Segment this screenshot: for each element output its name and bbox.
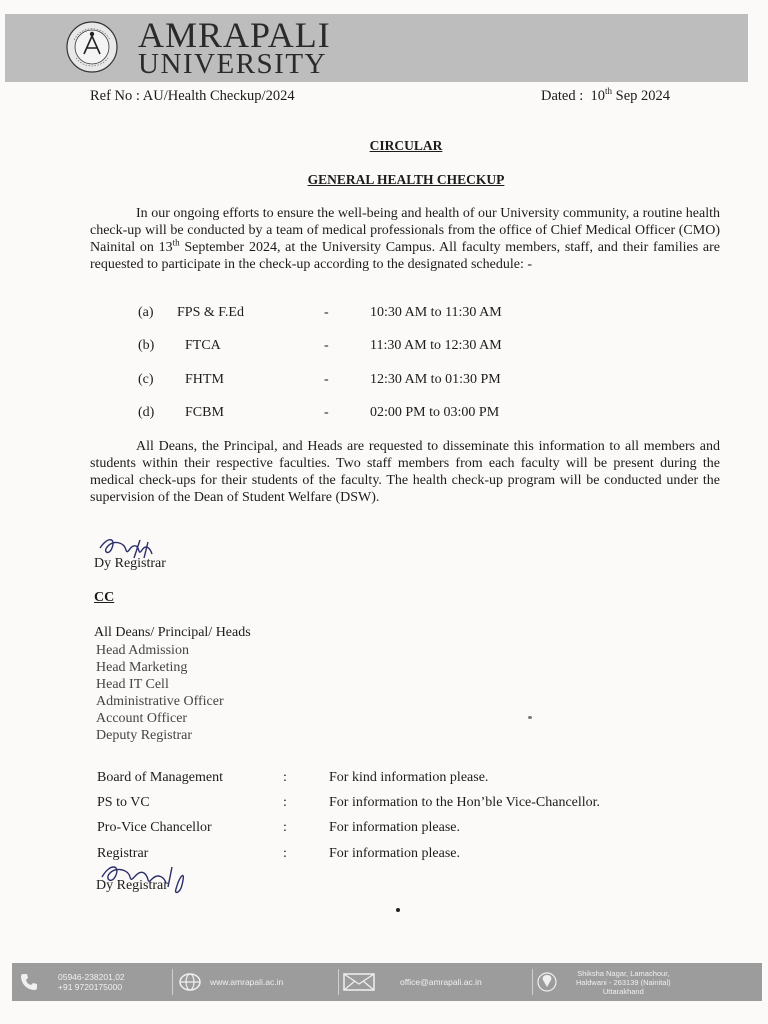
info-note: For information please.	[329, 846, 461, 861]
phone-icon	[18, 971, 40, 993]
schedule-dash: -	[324, 338, 329, 353]
university-name-line2: UNIVERSITY	[138, 48, 327, 80]
schedule-dash: -	[324, 305, 329, 320]
footer-address-3: Uttarakhand	[602, 986, 644, 996]
info-note: For kind information please.	[329, 770, 489, 785]
circular-title: CIRCULAR	[369, 138, 443, 153]
info-note: For information to the Hon’ble Vice-Chancellor.	[329, 795, 601, 810]
info-colon: :	[283, 795, 287, 810]
university-seal-logo	[66, 20, 118, 74]
footer-address	[536, 963, 736, 1001]
info-colon: :	[283, 770, 287, 785]
cc-heading: CC	[94, 590, 115, 605]
mail-icon	[342, 972, 376, 992]
signatory-title-2: Dy Registrar	[96, 878, 168, 893]
schedule-label: (b)	[138, 338, 155, 353]
ref-label: Ref No :	[90, 88, 140, 104]
intro-date-suffix: th	[172, 237, 180, 248]
ink-speck	[396, 908, 400, 912]
info-note: For information please.	[329, 820, 461, 835]
dated-label: Dated :	[541, 88, 584, 104]
info-recipient: Pro-Vice Chancellor	[97, 820, 212, 835]
info-recipient: Board of Management	[97, 770, 223, 785]
footer-website-text: www.amrapali.ac.in	[210, 977, 284, 987]
footer-divider	[532, 969, 533, 995]
closing-text: All Deans, the Principal, and Heads are requested to disseminate this information to all members and students within their respective faculties. Two staff members from each faculty will be present during the medical check-ups for their students of the faculty. The health check-up program will be conducted under the supervision of the Dean of Student Welfare (DSW).	[90, 439, 720, 505]
footer-email	[342, 963, 532, 1001]
schedule-time: 02:00 PM to 03:00 PM	[370, 405, 500, 420]
footer-divider	[172, 969, 173, 995]
cc-item: All Deans/ Principal/ Heads	[94, 625, 251, 640]
footer-address-2: Haldwani - 263139 (Nainital)	[576, 977, 671, 987]
cc-item: Administrative Officer	[96, 694, 224, 709]
schedule-dash: -	[324, 372, 329, 387]
subject-title: GENERAL HEALTH CHECKUP	[307, 172, 505, 187]
schedule-faculty: FCBM	[185, 405, 224, 420]
date-suffix: th	[605, 86, 613, 97]
footer-band	[12, 963, 762, 1001]
reference-number	[90, 88, 295, 105]
schedule-time: 12:30 AM to 01:30 PM	[370, 372, 501, 387]
schedule-label: (d)	[138, 405, 155, 420]
cc-item: Head IT Cell	[96, 677, 169, 692]
schedule-time: 11:30 AM to 12:30 AM	[370, 338, 502, 353]
footer-address-1: Shiksha Nagar, Lamachour,	[577, 968, 670, 978]
schedule-time: 10:30 AM to 11:30 AM	[370, 305, 502, 320]
intro-part1: In our ongoing efforts to ensure the well-being and health of our University community, a routine health check-up will be conducted by a team of medical professionals from the office of Chief Medical Officer (CMO) Nainital on 13	[90, 206, 720, 255]
dated-line	[541, 88, 670, 105]
schedule-faculty: FPS & F.Ed	[177, 305, 244, 320]
footer-phone-1: 05946-238201,02	[58, 972, 125, 982]
intro-part2: September 2024, at the University Campus. All faculty members, staff, and their families are requested to participate in the check-up according to the designated schedule: -	[90, 240, 720, 272]
cc-item: Account Officer	[96, 711, 188, 726]
cc-item: Deputy Registrar	[96, 728, 193, 743]
footer-phone-2: +91 9720175000	[58, 982, 123, 992]
globe-icon	[178, 972, 202, 992]
info-recipient: PS to VC	[97, 795, 150, 810]
footer-phone	[18, 963, 176, 1001]
schedule-dash: -	[324, 405, 329, 420]
university-name-line1: AMRAPALI	[138, 15, 331, 55]
signatory-title: Dy Registrar	[94, 556, 166, 571]
schedule-faculty: FTCA	[185, 338, 221, 353]
footer-divider	[338, 969, 339, 995]
date-day: 10	[590, 88, 606, 104]
schedule-label: (c)	[138, 372, 154, 387]
ink-speck	[528, 716, 532, 719]
info-recipient: Registrar	[97, 846, 149, 861]
info-colon: :	[283, 846, 287, 861]
info-colon: :	[283, 820, 287, 835]
footer-email-text: office@amrapali.ac.in	[400, 977, 482, 987]
intro-paragraph	[90, 205, 720, 273]
schedule-label: (a)	[138, 305, 154, 320]
date-rest: Sep 2024	[615, 88, 671, 104]
cc-item: Head Admission	[96, 643, 189, 658]
ref-value: AU/Health Checkup/2024	[142, 88, 295, 104]
closing-paragraph	[90, 438, 720, 506]
cc-item: Head Marketing	[96, 660, 188, 675]
schedule-faculty: FHTM	[185, 372, 224, 387]
location-icon	[536, 971, 558, 993]
footer-website	[178, 963, 338, 1001]
